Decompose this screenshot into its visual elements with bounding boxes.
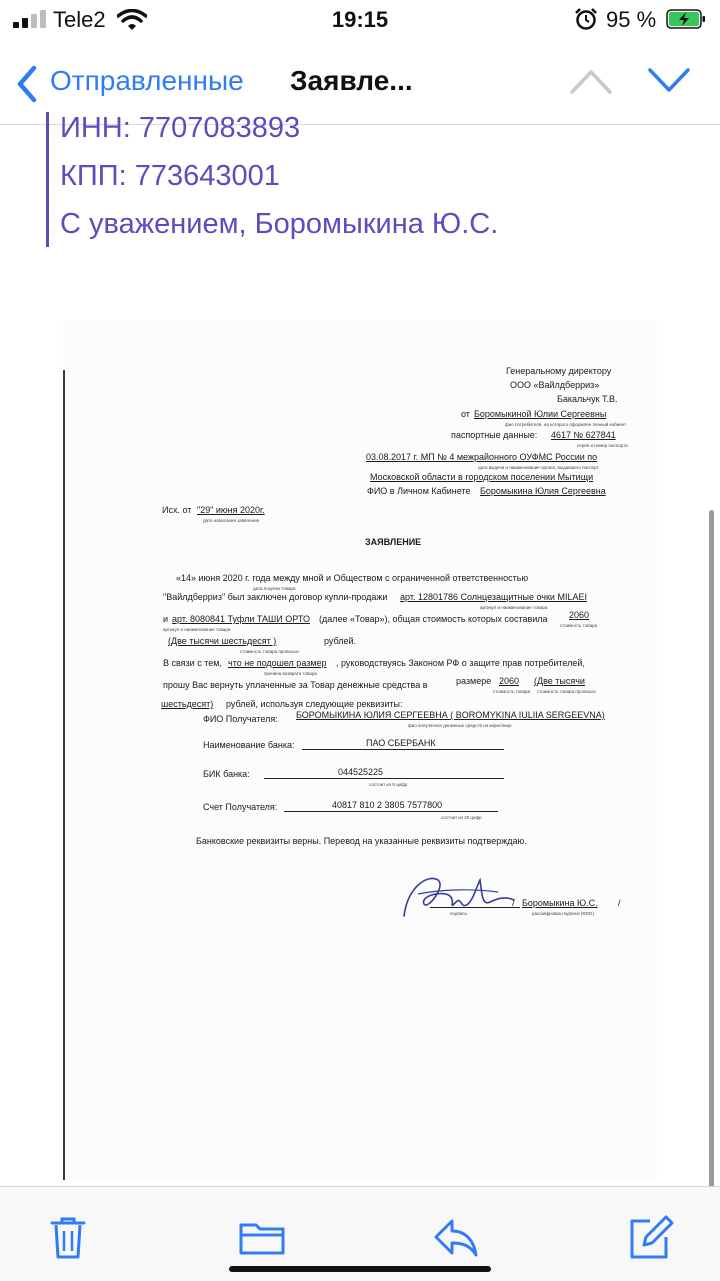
- scan-edge: [63, 370, 65, 1180]
- home-indicator: [229, 1266, 491, 1272]
- doc-cabinet-value: Боромыкина Юлия Сергеевна: [480, 486, 606, 496]
- doc-to-line1: Генеральному директору: [506, 366, 612, 376]
- quote-bar: [46, 112, 49, 247]
- doc-p2-line2a: прошу Вас вернуть уплаченные за Товар денежные средства в: [163, 680, 428, 690]
- inn-line: ИНН: 7707083893: [60, 112, 301, 144]
- doc-p1-hint3a: артикул и наименование товара: [163, 627, 231, 632]
- kpp-line: КПП: 773643001: [60, 160, 280, 192]
- doc-from-prefix: от: [461, 409, 470, 419]
- doc-to-line3: Бакальчук Т.В.: [557, 394, 618, 404]
- doc-p2-line2c: 2060: [499, 676, 520, 686]
- doc-p1-line2a: "Вайлдберриз" был заключен договор купли-продажи: [163, 592, 388, 602]
- doc-acct-value: 40817 810 2 3805 7577800: [332, 800, 443, 810]
- doc-confirm-text: Банковские реквизиты верны. Перевод на указанные реквизиты подтверждаю.: [196, 836, 527, 846]
- doc-p1-hint2: артикул и наименование товара: [480, 605, 548, 610]
- doc-ref-hint: дата написания заявления: [203, 518, 260, 523]
- signature-line: С уважением, Боромыкина Ю.С.: [60, 208, 499, 240]
- doc-p2-hint1: причина возврата товара: [264, 671, 317, 676]
- trash-icon[interactable]: [44, 1213, 92, 1261]
- doc-p2-line1c: , руководствуясь Законом РФ о защите прав потребителей,: [336, 658, 585, 668]
- doc-p1-line3d: 2060: [569, 610, 590, 620]
- doc-p2-line1b: что не подошел размер: [228, 658, 327, 668]
- doc-decode-value: Боромыкина Ю.С.: [522, 898, 598, 908]
- doc-p2-hint2b: стоимость товара прописью: [537, 689, 596, 694]
- doc-p2-line3a: шестьдесят): [161, 699, 214, 709]
- doc-sign-hint: подпись: [450, 911, 468, 916]
- scrollbar[interactable]: [709, 510, 714, 1200]
- doc-issued-line2: Московской области в городском поселении Мытищи: [370, 472, 594, 482]
- doc-p1-hint3b: стоимость товара: [560, 623, 598, 628]
- doc-issued-hint: дата выдачи и наименование органа, выдавшего паспорт: [478, 465, 599, 470]
- doc-p1-line3c: (далее «Товар»), общая стоимость которых составила: [319, 614, 548, 624]
- doc-p1-line1: «14» июня 2020 г. года между мной и Обществом с ограниченной ответственностью: [176, 573, 529, 583]
- doc-p1-hint4: стоимость товара прописью: [240, 649, 299, 654]
- doc-cabinet-prefix: ФИО в Личном Кабинете: [367, 486, 471, 496]
- doc-p2-line2b: размере: [456, 676, 492, 686]
- doc-fio-value: БОРОМЫКИНА ЮЛИЯ СЕРГЕЕВНА ( BOROMYKINA IULIIA SERGEEVNA): [296, 710, 605, 720]
- doc-p1-line2b: арт. 12801786 Солнцезащитные очки MILAEI: [400, 592, 587, 602]
- doc-decode-slash-end: /: [618, 898, 621, 908]
- doc-bik-hint: состоит из 9 цифр: [369, 782, 408, 787]
- reply-icon[interactable]: [432, 1213, 480, 1261]
- doc-p1-line3a: и: [163, 614, 169, 624]
- chevron-left-icon[interactable]: [14, 64, 40, 104]
- doc-decode-slash: /: [512, 898, 515, 908]
- doc-p1-line4b: рублей.: [324, 636, 357, 646]
- doc-fio-label: ФИО Получателя:: [203, 714, 278, 724]
- status-bar: [0, 0, 720, 40]
- folder-icon[interactable]: [238, 1213, 286, 1261]
- doc-passport-value: 4617 № 627841: [551, 430, 616, 440]
- doc-passport-prefix: паспортные данные:: [451, 430, 538, 440]
- doc-sign-underline: [430, 907, 520, 908]
- doc-bank-value: ПАО СБЕРБАНК: [366, 738, 436, 748]
- doc-bik-label: БИК банка:: [203, 769, 250, 779]
- doc-p2-line1a: В связи с тем,: [163, 658, 222, 668]
- doc-p1-hint1: дата покупки товара: [253, 586, 296, 591]
- doc-fio-hint: фио получателя денежных средств на кириллице: [408, 723, 512, 728]
- chevron-down-icon[interactable]: [646, 66, 692, 96]
- back-button[interactable]: Отправленные: [50, 65, 244, 96]
- doc-to-line2: ООО «Вайлдберриз»: [510, 380, 600, 390]
- doc-ref-date: "29" июня 2020г.: [197, 505, 265, 515]
- doc-p1-line3b: арт. 8080841 Туфли ТАШИ ОРТО: [172, 614, 310, 624]
- doc-bik-value: 044525225: [338, 767, 384, 777]
- doc-passport-hint: серия и номер паспорта: [577, 443, 628, 448]
- battery-charging-icon: [666, 9, 706, 29]
- doc-p2-line2d: (Две тысячи: [534, 676, 585, 686]
- doc-acct-hint: состоит из 20 цифр: [441, 815, 482, 820]
- carrier-name: Tele2: [53, 7, 106, 32]
- doc-p2-hint2a: стоимость товара: [493, 689, 531, 694]
- doc-p2-line3b: рублей, используя следующие реквизиты:: [226, 699, 403, 709]
- clock: 19:15: [331, 7, 389, 32]
- doc-acct-label: Счет Получателя:: [203, 802, 278, 812]
- compose-icon[interactable]: [626, 1213, 674, 1261]
- battery-percent: 95 %: [606, 7, 657, 32]
- doc-bank-underline: [302, 749, 504, 750]
- alarm-icon: [574, 7, 598, 31]
- page-title: Заявле...: [290, 65, 413, 96]
- doc-bank-label: Наименование банка:: [203, 740, 295, 750]
- doc-decode-hint: расшифровка подписи (ФИО): [532, 911, 594, 916]
- chevron-up-icon[interactable]: [568, 66, 614, 96]
- doc-ref-prefix: Исх. от: [162, 505, 192, 515]
- doc-heading: ЗАЯВЛЕНИЕ: [365, 537, 422, 547]
- doc-acct-underline: [284, 811, 498, 812]
- doc-issued-line1: 03.08.2017 г. МП № 4 межрайонного ОУФМС России по: [366, 452, 598, 462]
- doc-p1-line4a: (Две тысячи шестьдесят ): [168, 636, 277, 646]
- document-scan[interactable]: [63, 320, 657, 1180]
- doc-bik-underline: [264, 778, 504, 779]
- doc-from-hint: фио потребителя, на которого оформлен личный кабинет: [505, 422, 627, 427]
- doc-from-name: Боромыкиной Юлии Сергеевны: [474, 409, 607, 419]
